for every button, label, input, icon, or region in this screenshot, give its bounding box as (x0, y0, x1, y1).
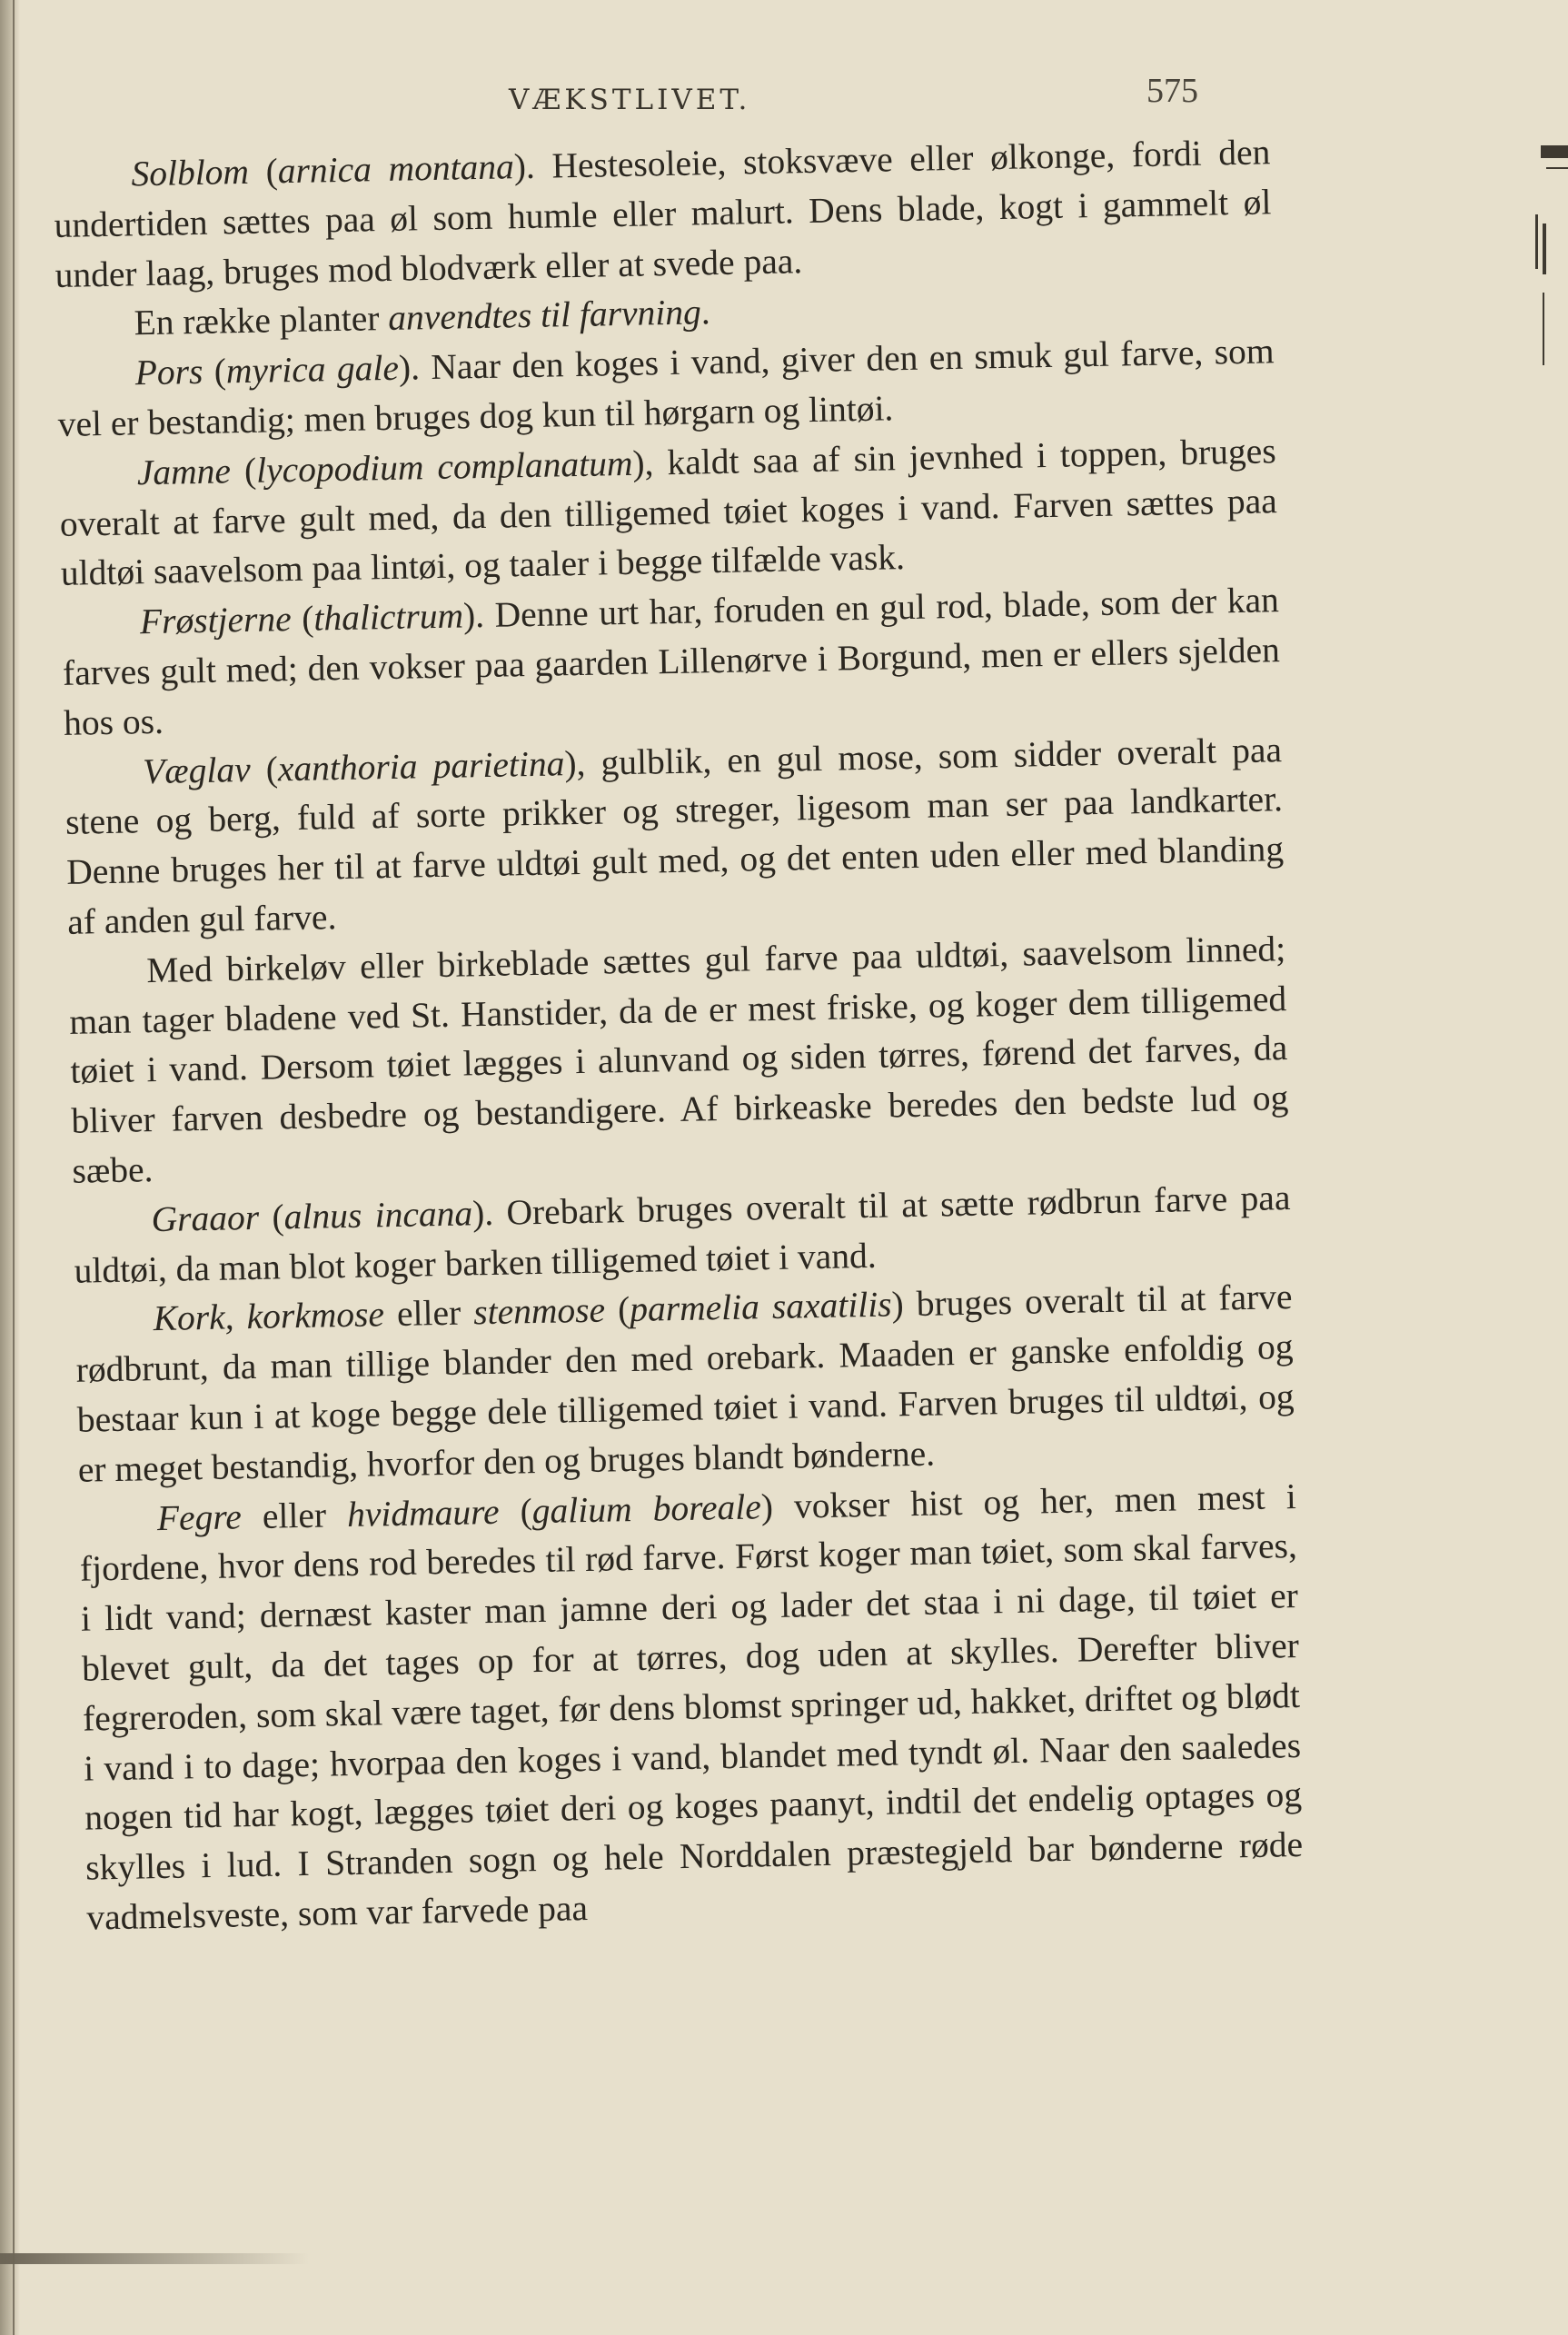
page-edge-marks (1535, 136, 1568, 409)
italic-text: Kork, korkmose (153, 1294, 385, 1339)
binding-edge-line (13, 0, 15, 2335)
italic-text: thalictrum (313, 595, 464, 639)
text-run: ( (499, 1490, 533, 1532)
paragraph (65, 725, 1285, 948)
paragraph (78, 1472, 1304, 1943)
binding-shadow (0, 0, 20, 2335)
paragraph (53, 127, 1273, 300)
italic-text: anvendtes til farvning (387, 292, 702, 339)
italic-text: Jamne (136, 451, 232, 493)
paragraph (61, 575, 1281, 748)
paragraph (74, 1272, 1295, 1495)
text-run: ( (248, 151, 279, 192)
text-run: ( (604, 1289, 630, 1330)
text-run: . (700, 292, 711, 333)
italic-text: Frøstjerne (139, 599, 293, 642)
text-run: ( (291, 598, 314, 640)
text-run: Med birkeløv eller birkeblade sættes gul farve paa uldtøi, saavelsom linned; man tager bladene ved St. Hanstider, da de er mest friske, og koger dem tilligemed tøiet i vand. Dersom tøiet lægges i alunvand og siden tørres, førend det farves, da bliver farven desbedre og bestandigere. Af birkeaske beredes den bedste lud og sæbe. (68, 928, 1289, 1191)
italic-text: arnica montana (277, 146, 515, 192)
text-run: ) bruges overalt til at farve rødbrunt, da man tillige blander den med orebark. Maaden er ganske enfoldig og bestaar kun i at koge begge dele tilligemed tøiet i vand. Farven bruges til uldtøi, og er meget bestandig, hvorfor den og bruges blandt bønderne. (75, 1277, 1295, 1490)
text-run: ), gulblik, en gul mose, som sidder overalt paa stene og berg, fuld af sorte prikker og streger, ligesom man ser paa landkarter. Denne bruges her til at farve uldtøi gult med, og det enten uden eller med blanding af anden gul farve. (65, 729, 1285, 942)
text-run: ). Orebark bruges overalt til at sætte rødbrun farve paa uldtøi, da man blot koger barken tilligemed tøiet i vand. (74, 1177, 1291, 1291)
text-run: eller (241, 1494, 348, 1536)
italic-text: Fegre (156, 1495, 243, 1538)
edge-mark (1535, 214, 1538, 269)
edge-mark (1541, 145, 1568, 158)
page-smudge (0, 2253, 309, 2264)
italic-text: myrica gale (225, 347, 400, 392)
edge-mark (1543, 293, 1544, 365)
text-run: eller (383, 1292, 474, 1335)
italic-text: Væglav (142, 749, 252, 791)
paragraph (58, 426, 1278, 599)
text-run: ) vokser hist og her, men mest i fjordene, hvor dens rod beredes til rød farve. Først koger man tøiet, som skal farves, i lidt vand; dernæst kaster man jamne deri og lader det staa i ni dage, til tøiet er blevet gult, da det tages op for at tørres, dog uden at skylles. Derefter bliver fegreroden, som skal være taget, før dens blomst springer ud, hakket, driftet og blødt i vand i to dage; hvorpaa den koges i vand, blandet med tyndt øl. Naar den saaledes nogen tid har kogt, lægges tøiet deri og koges paanyt, indtil det endelig optages og skylles i lud. I Stranden sogn og hele Norddalen præstegjeld bar bønderne røde vadmelsveste, som var farvede paa (79, 1476, 1304, 1938)
text-run: ). Hestesoleie, stoksvæve eller ølkonge, fordi den undertiden sættes paa øl som humle eller malurt. Dens blade, kogt i gammelt øl under laag, bruges mod blodværk eller at svede paa. (54, 132, 1272, 295)
italic-text: Pors (134, 352, 203, 393)
italic-text: lycopodium complanatum (255, 442, 633, 491)
text-run: ( (258, 1197, 285, 1237)
italic-text: Graaor (151, 1197, 260, 1239)
italic-text: parmelia saxatilis (629, 1284, 892, 1330)
text-run: ( (230, 450, 257, 492)
italic-text: hvidmaure (346, 1491, 500, 1535)
italic-text: stenmose (472, 1289, 606, 1333)
text-run: ), kaldt saa af sin jevnhed i toppen, bruges overalt at farve gult med, da den tilligemed tøiet koges i vand. Farven sættes paa uldtøi saavelsom paa lintøi, og taaler i begge tilfælde vask. (59, 430, 1278, 594)
edge-mark (1543, 224, 1546, 274)
text-run: ( (202, 351, 227, 392)
text-run: En række planter (134, 298, 389, 343)
body-text (53, 127, 1305, 1943)
italic-text: alnus incana (283, 1193, 473, 1237)
edge-mark (1546, 167, 1568, 169)
page-number: 575 (1146, 72, 1198, 110)
page-header (0, 71, 1568, 125)
running-title: VÆKSTLIVET. (509, 84, 751, 116)
text-run: ( (250, 748, 279, 790)
text-run: ). Denne urt har, foruden en gul rod, blade, som der kan farves gult med; den vokser paa gaarden Lillenørve i Borgund, men er ellers sjelden hos os. (62, 580, 1281, 743)
paragraph (68, 924, 1290, 1197)
italic-text: Solblom (131, 151, 250, 194)
italic-text: xanthoria parietina (277, 742, 565, 789)
text-run: ). Naar den koges i vand, giver den en smuk gul farve, som vel er bestandig; men bruges dog kun til hørgarn og lintøi. (57, 331, 1275, 444)
italic-text: galium boreale (531, 1485, 762, 1531)
